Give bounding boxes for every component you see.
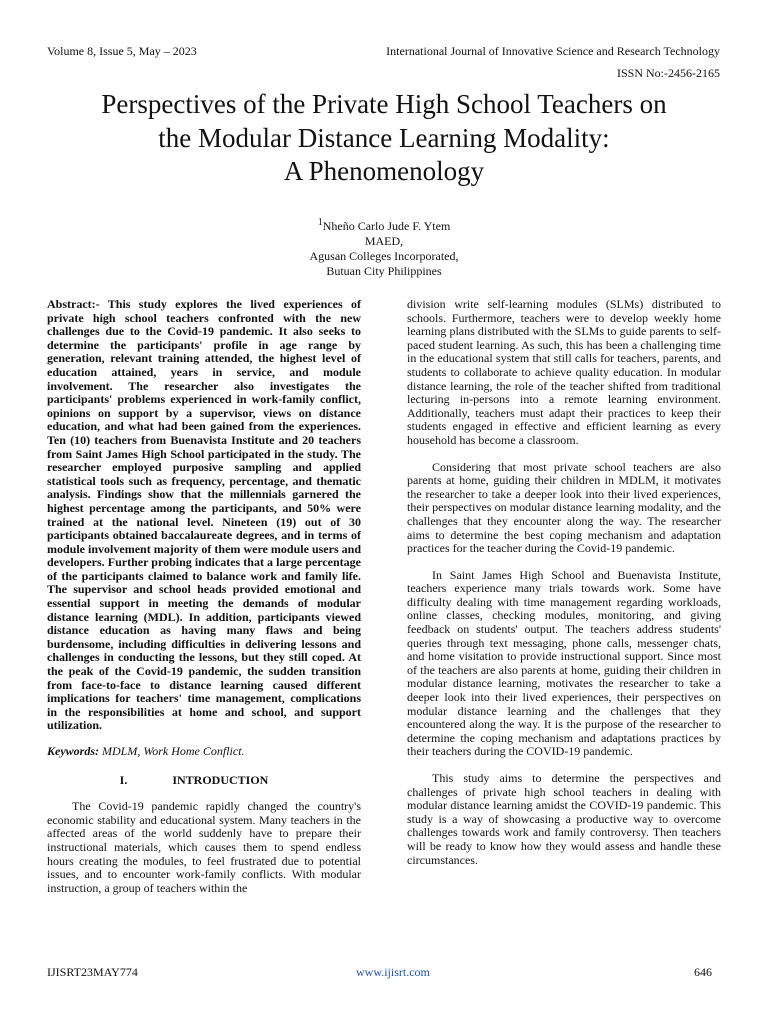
journal-name: International Journal of Innovative Science and Research Technology [386,44,720,58]
body-paragraph-2: Considering that most private school teachers are also parents at home, guiding their children in MDLM, it motivates the researcher to take a deeper look into their lived experiences, their perspectives on modular distance learning modality, and the challenges that they encounter along the way. The researcher aims to determine the best coping mechanism and adaptation practices for the teacher during the Covid-19 pandemic. [407,459,721,556]
paper-title [40,88,728,189]
body-paragraph-3: In Saint James High School and Buenavista Institute, teachers experience many trials towards work. Some have difficulty dealing with time management regarding workloads, online classes, checking modules, monitoring, and giving feedback on students' output. The teachers address students' queries through text messaging, phone calls, messenger chats, and home visitation to provide instructional support. Since most of the teachers are also parents at home, guiding their children in modular distance learning, motivates the researcher to take a deeper look into their lived experiences, their perspectives on modular distance learning and the challenges that they encountered along the way. It is the purpose of the researcher to determine the coping mechanism and adaptations practices by their teachers during the COVID-19 pandemic. [407,567,721,759]
journal-volume: Volume 8, Issue 5, May – 2023 [47,44,197,58]
abstract: Abstract:- This study explores the lived experiences of private high school teachers confronted with the new challenges due to the Covid-19 pandemic. It also seeks to determine the participants' profile in age range by generation, relevant training attended, the highest level of education attained, years in service, and module involvement. The researcher also investigates the participants' problems experienced in work-family conflict, opinions on support by a supervisor, views on distance education, and what had been gained from the experiences. Ten (10) teachers from Buenavista Institute and 20 teachers from Saint James High School participated in the study. The researcher employed purposive sampling and applied statistical tools such as frequency, percentage, and thematic analysis. Findings show that the millennials garnered the highest percentage among the participants, and 50% were trained at the national level. Nineteen (19) out of 30 participants obtained baccalaureate degrees, and in terms of module involvement majority of them were module users and developers. Further probing indicates that a large percentage of the participants claimed to balance work and family life. The supervisor and school heads provided emotional and essential support in meeting the demands of modular distance learning (MDL). In addition, participants viewed distance education as having many flaws and being burdensome, including difficulties in delivering lessons and challenges in conducting the lessons, but they still coped. At the peak of the Covid-19 pandemic, the sudden transition from face-to-face to distance learning caused different implications for teachers' time management, complications in the responsibilities at home and school, and support utilization. [47,297,361,733]
page-number: 646 [694,965,712,979]
body-paragraph-1: division write self-learning modules (SLMs) distributed to schools. Furthermore, teachers were to develop weekly home learning plans distributed with the SLMs to guide parents to self-paced student learning. As such, this has been a challenging time in the educational system that still calls for teachers, parents, and students to collaborate to achieve quality education. In modular distance learning, the role of the teacher shifted from traditional lecturing in-persons into a remote learning environment. Additionally, teachers must adapt their practices to keep their students engaged in effective and efficient learning as every household has become a classroom. [407,297,721,447]
author-name: Nheño Carlo Jude F. Ytem [322,219,451,233]
intro-paragraph: The Covid-19 pandemic rapidly changed the country's economic stability and educational system. Many teachers in the affected areas of the world suddenly have to prepare their instructional materials, which causes them to spend endless hours creating the modules, to feel frustrated due to potential issues, and to encounter work-family conflicts. With modular instruction, a group of teachers within the [47,799,361,895]
body-paragraph-4: This study aims to determine the perspectives and challenges of private high school teachers in dealing with modular distance learning amidst the COVID-19 pandemic. This study is a way of showcasing a productive way to overcome challenges towards work and family controversy. Then teachers will be ready to know how they would assess and handle these circumstances. [407,771,721,867]
right-column [407,298,721,867]
keywords-text: MDLM, Work Home Conflict. [102,744,245,758]
journal-url-link[interactable]: www.ijisrt.com [356,965,430,979]
paper-code: IJISRT23MAY774 [47,965,138,979]
issn: ISSN No:-2456-2165 [616,66,720,80]
title-line-3: A Phenomenology [283,156,485,186]
author-institution: Agusan Colleges Incorporated, [309,249,459,263]
title-line-2: the Modular Distance Learning Modality: [158,122,610,153]
keywords [47,745,361,759]
author-name-line [184,215,584,234]
author-degree: MAED, [364,234,404,248]
title-line-1: Perspectives of the Private High School Teachers on [101,89,667,119]
section-title: INTRODUCTION [172,772,269,787]
left-column [47,298,361,895]
author-location: Butuan City Philippines [326,264,442,278]
author-block [184,215,584,279]
section-heading [47,774,361,788]
keywords-label: Keywords: [47,744,99,758]
author-affiliation-mark: 1 [317,217,323,228]
section-number: I. [119,772,128,787]
